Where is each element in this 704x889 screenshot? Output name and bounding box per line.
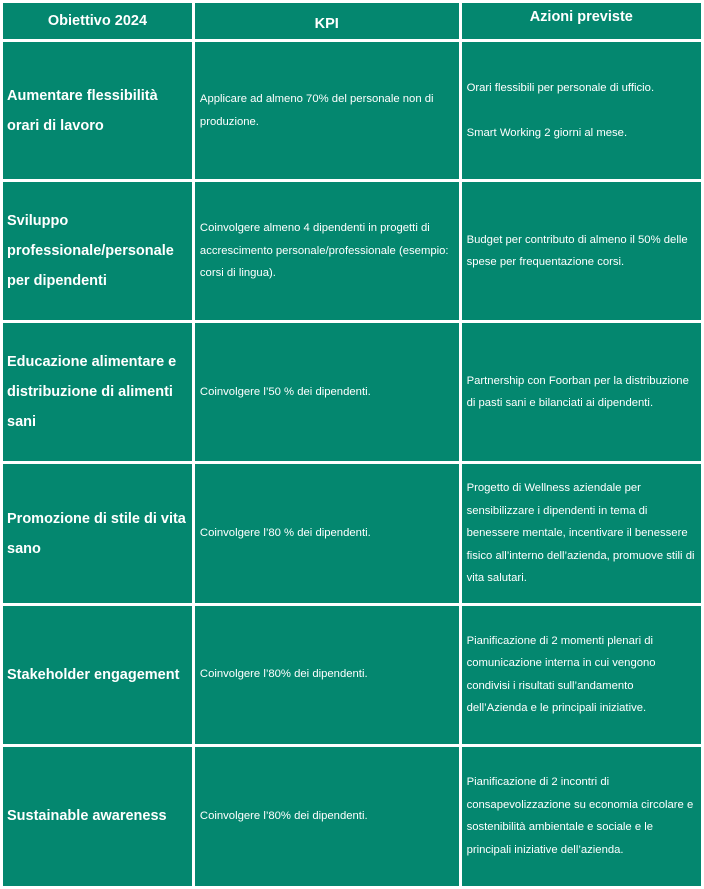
action-text: Pianificazione di 2 momenti plenari di comunicazione interna in cui vengono condivisi i risultati sull’andamento dell’Azienda e le principali iniziative. (466, 634, 656, 715)
action-text: Partnership con Foorban per la distribuzione di pasti sani e bilanciati ai dipendenti. (466, 374, 689, 410)
action-text: Progetto di Wellness aziendale per sensibilizzare i dipendenti in tema di benessere mentale, incentivare il benessere fisico all’interno dell’azienda, promuove stili di vita salutari. (466, 482, 695, 585)
kpi-cell: Coinvolgere l’50 % dei dipendenti. (195, 323, 459, 461)
goal-cell: Educazione alimentare e distribuzione di alimenti sani (3, 323, 192, 461)
goal-cell: Sviluppo professionale/personale per dipendenti (3, 182, 192, 320)
table-row (3, 464, 701, 602)
table-row (3, 323, 701, 461)
goal-cell: Sustainable awareness (3, 747, 192, 886)
table-row (3, 606, 701, 744)
actions-cell (462, 464, 701, 602)
table-row (3, 747, 701, 886)
kpi-cell: Coinvolgere almeno 4 dipendenti in progetti di accrescimento personale/professionale (esempio: corsi di lingua). (195, 182, 459, 320)
actions-cell (462, 182, 701, 320)
action-text: Orari flessibili per personale di ufficio. (466, 82, 655, 95)
header-kpi: KPI (195, 3, 459, 39)
goal-cell: Stakeholder engagement (3, 606, 192, 744)
action-text: Pianificazione di 2 incontri di consapevolizzazione su economia circolare e sostenibilità ambientale e sociale e le principali iniziative dell’azienda. (466, 776, 694, 856)
action-text: Smart Working 2 giorni al mese. (466, 126, 628, 139)
actions-cell (462, 323, 701, 461)
kpi-cell: Coinvolgere l’80% dei dipendenti. (195, 606, 459, 744)
action-text: Budget per contributo di almeno il 50% delle spese per frequentazione corsi. (466, 233, 688, 269)
table-row (3, 42, 701, 179)
kpi-cell: Coinvolgere l’80% dei dipendenti. (195, 747, 459, 886)
table-row (3, 182, 701, 320)
header-row (3, 3, 701, 39)
goal-cell: Aumentare flessibilità orari di lavoro (3, 42, 192, 179)
actions-cell (462, 747, 701, 886)
header-goal: Obiettivo 2024 (3, 3, 192, 39)
actions-cell (462, 42, 701, 179)
goal-cell: Promozione di stile di vita sano (3, 464, 192, 602)
kpi-cell: Coinvolgere l’80 % dei dipendenti. (195, 464, 459, 602)
kpi-cell: Applicare ad almeno 70% del personale non di produzione. (195, 42, 459, 179)
header-actions: Azioni previste (462, 3, 701, 39)
actions-cell (462, 606, 701, 744)
